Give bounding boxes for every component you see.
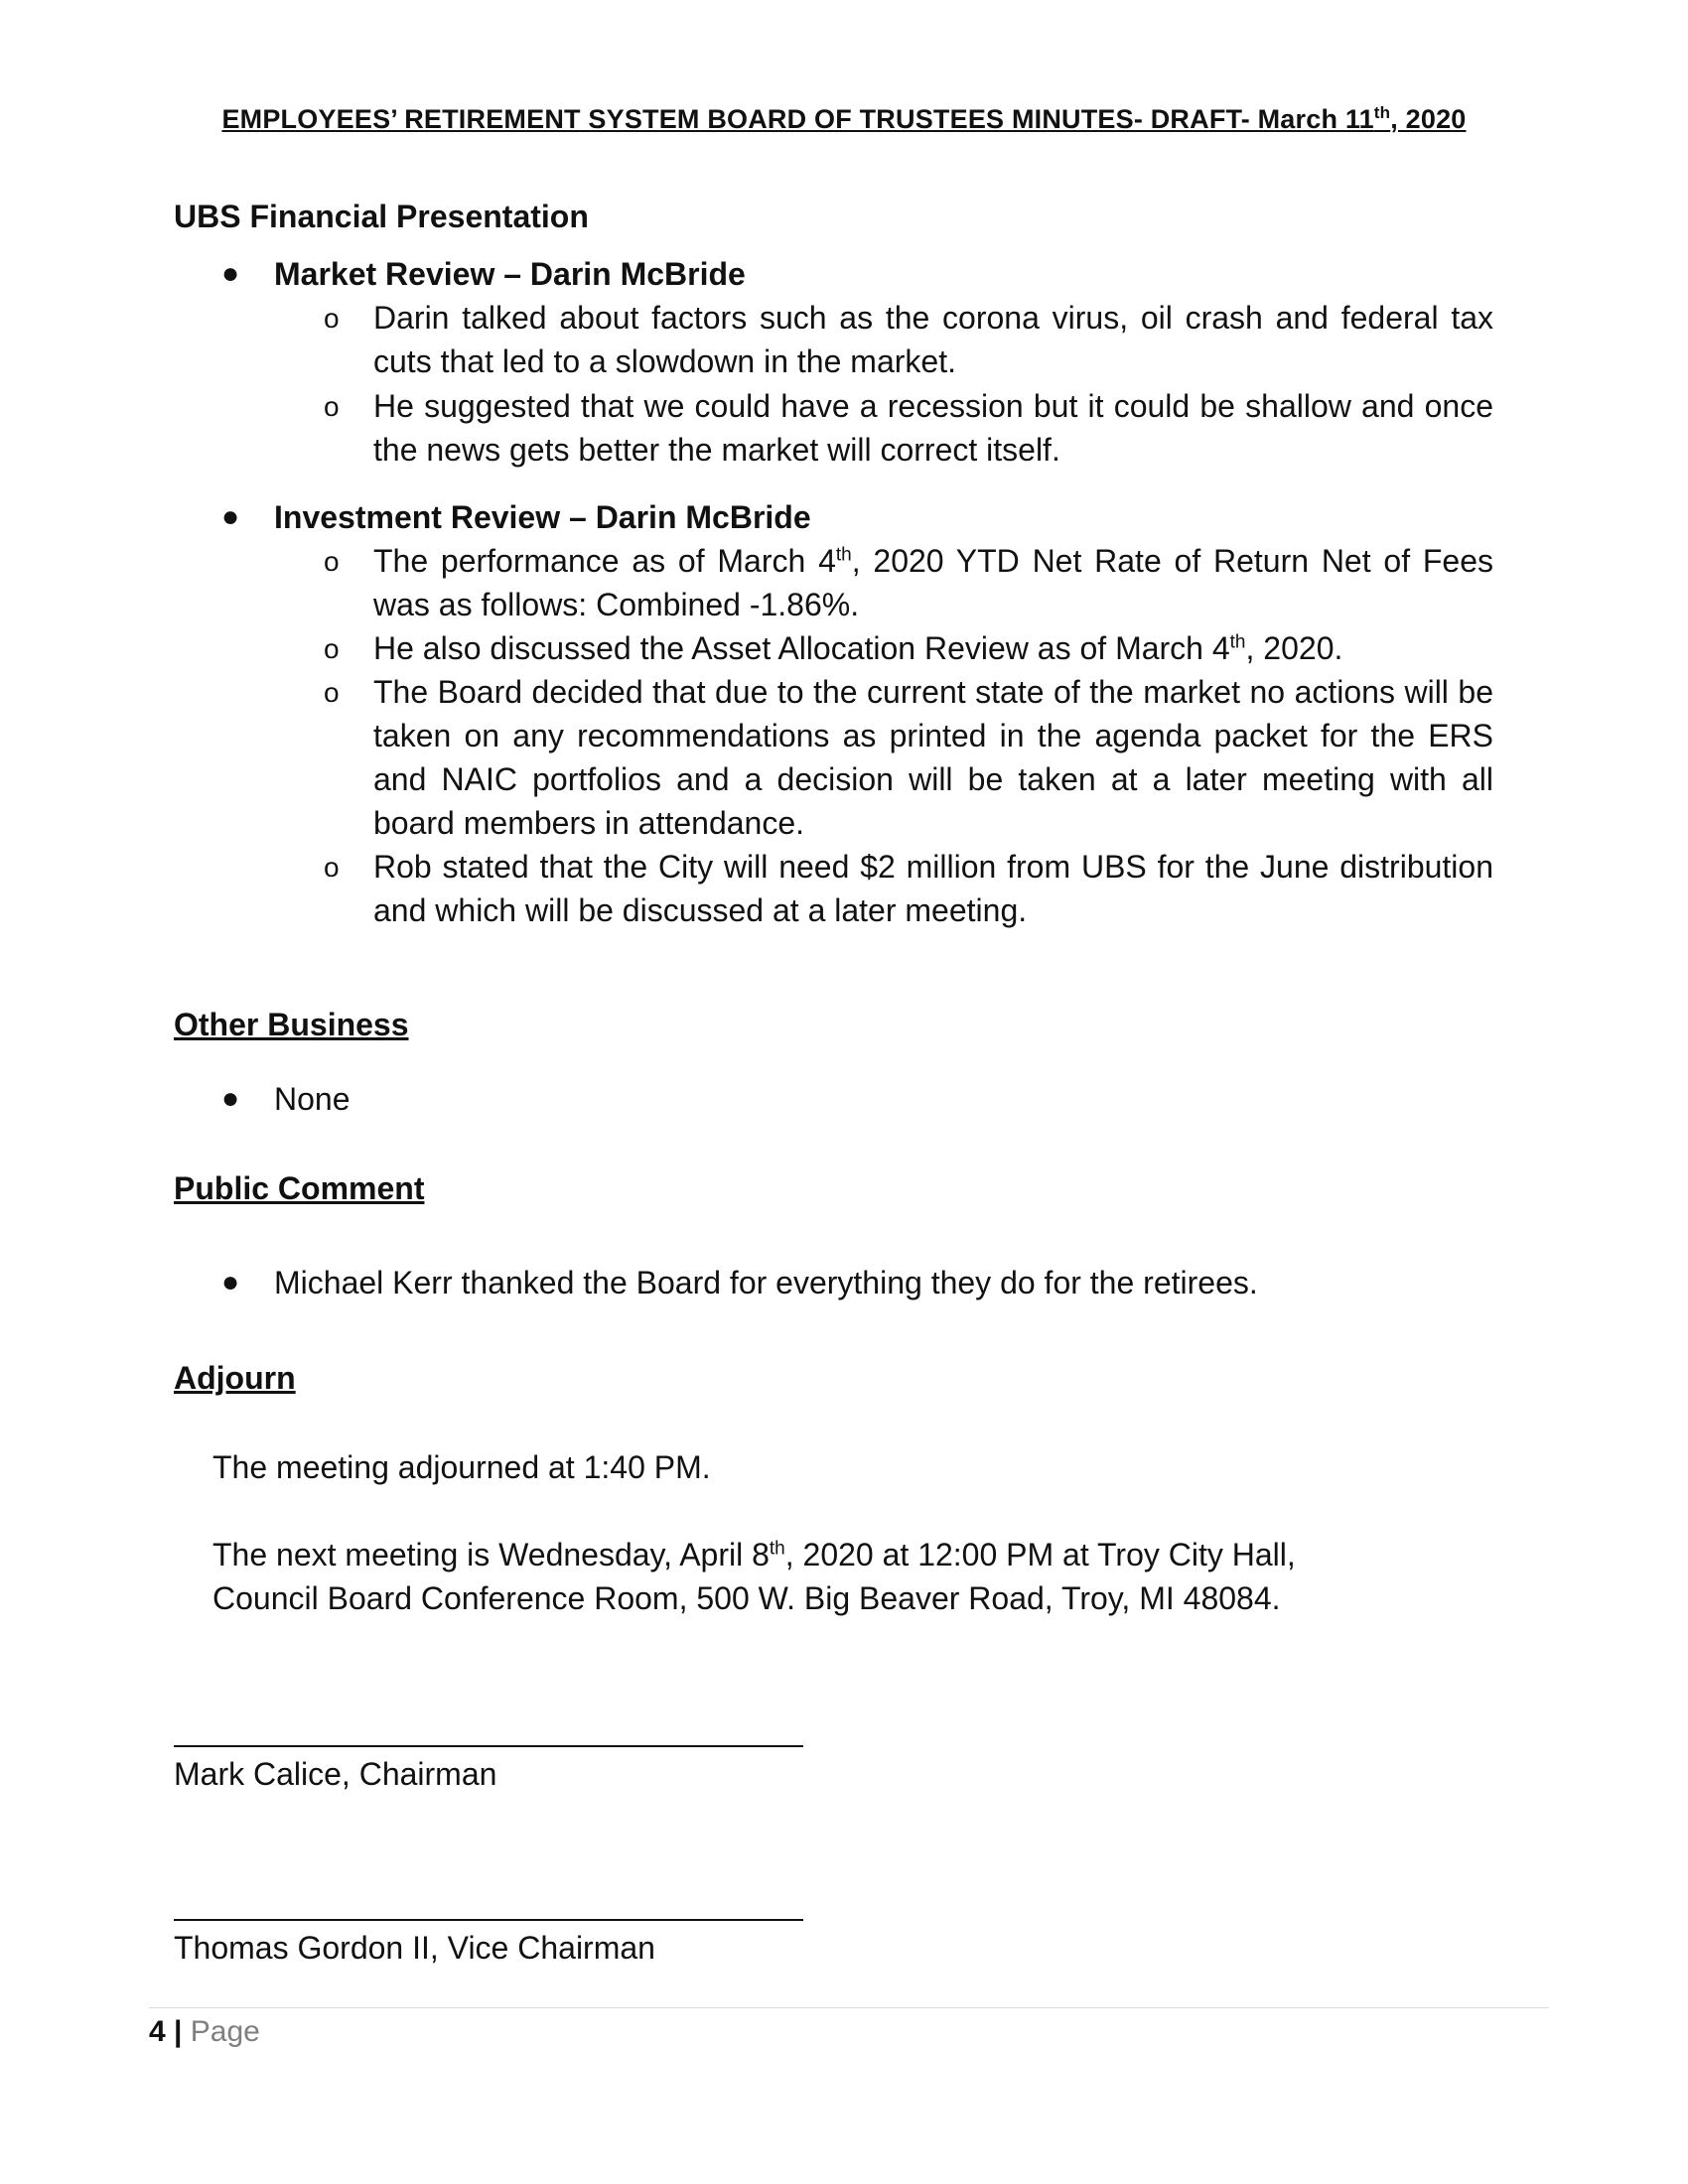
investment-review-item-3: The Board decided that due to the current state of the market no actions will be taken on any recommendations as printed in the agenda packet for the ERS and NAIC portfolios and a decision will be taken at a later meeting with all board members in attendance.	[373, 674, 1493, 841]
header-title-sup: th	[1373, 103, 1391, 122]
market-review-heading: Market Review – Darin McBride	[274, 256, 746, 292]
circle-bullet-icon: o	[324, 852, 340, 883]
circle-bullet-icon: o	[324, 391, 340, 422]
footer-divider	[149, 2007, 1549, 2008]
public-comment-item: Michael Kerr thanked the Board for everything they do for the retirees.	[274, 1265, 1258, 1300]
page-footer	[149, 2015, 260, 2049]
market-review-item-2: He suggested that we could have a recession but it could be shallow and once the news gets better the market will correct itself.	[373, 388, 1493, 468]
adjourn-text: The meeting adjourned at 1:40 PM.	[212, 1449, 711, 1485]
header-title-tail: , 2020	[1390, 104, 1467, 134]
investment-review-heading: Investment Review – Darin McBride	[274, 499, 811, 535]
next-meeting-line-1: The next meeting is Wednesday, April 8th, 2020 at 12:00 PM at Troy City Hall,	[212, 1537, 1296, 1572]
signature-name-chairman: Mark Calice, Chairman	[174, 1756, 497, 1792]
signature-name-vice-chairman: Thomas Gordon II, Vice Chairman	[174, 1930, 655, 1966]
circle-bullet-icon: o	[324, 546, 340, 577]
signature-line	[174, 1745, 803, 1747]
circle-bullet-icon: o	[324, 303, 340, 334]
bullet-icon: ●	[221, 257, 240, 290]
investment-review-item-2: He also discussed the Asset Allocation Review as of March 4th, 2020.	[373, 630, 1343, 666]
footer-separator: |	[174, 2015, 183, 2048]
circle-bullet-icon: o	[324, 677, 340, 708]
bullet-icon: ●	[221, 1266, 240, 1298]
next-meeting-line-2: Council Board Conference Room, 500 W. Big Beaver Road, Troy, MI 48084.	[212, 1580, 1281, 1616]
other-business-title: Other Business	[174, 1007, 409, 1042]
ubs-section-title: UBS Financial Presentation	[174, 199, 589, 234]
investment-review-item-4: Rob stated that the City will need $2 million from UBS for the June distribution and which will be discussed at a later meeting.	[373, 849, 1493, 928]
header-title: EMPLOYEES’ RETIREMENT SYSTEM BOARD OF TRUSTEES MINUTES- DRAFT- March 11	[221, 104, 1374, 134]
page-label: Page	[190, 2015, 260, 2048]
signature-line	[174, 1919, 803, 1921]
document-header	[0, 103, 1688, 135]
bullet-icon: ●	[221, 500, 240, 533]
market-review-item-1: Darin talked about factors such as the corona virus, oil crash and federal tax cuts that led to a slowdown in the market.	[373, 300, 1493, 379]
public-comment-title: Public Comment	[174, 1170, 425, 1206]
page-number: 4	[149, 2015, 166, 2048]
circle-bullet-icon: o	[324, 633, 340, 664]
other-business-item: None	[274, 1081, 351, 1117]
investment-review-item-1: The performance as of March 4th, 2020 YTD Net Rate of Return Net of Fees was as follows: Combined -1.86%.	[373, 543, 1494, 622]
bullet-icon: ●	[221, 1082, 240, 1115]
adjourn-title: Adjourn	[174, 1360, 296, 1396]
